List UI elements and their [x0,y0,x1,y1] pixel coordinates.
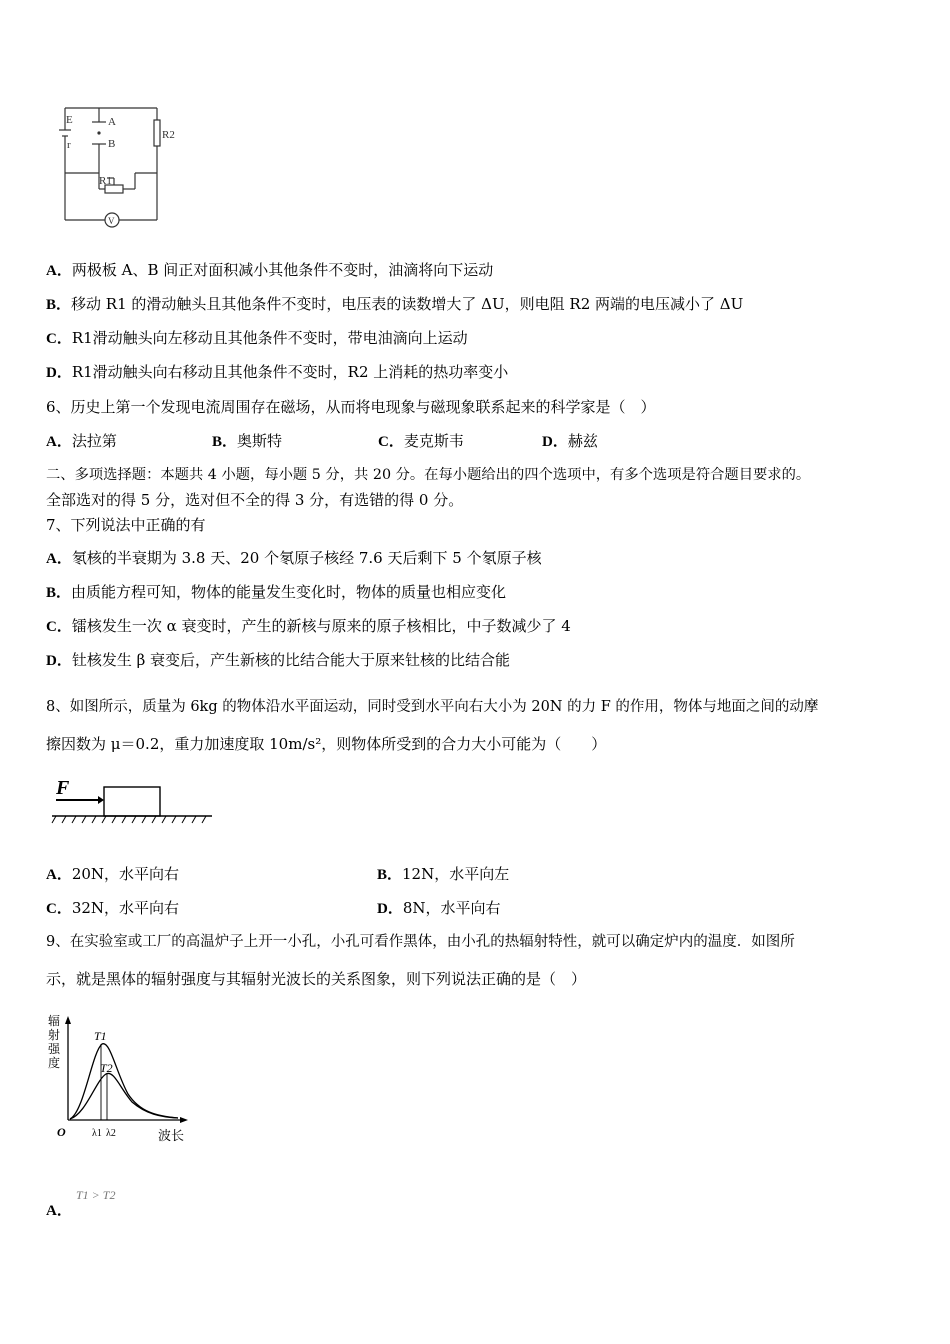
t1-label: T1 [94,1029,107,1043]
block [104,787,160,816]
arrow-icon [98,796,104,804]
option-text: 麦克斯韦 [403,432,464,450]
q9-option-a [46,1200,72,1221]
option-label: C． [46,901,72,917]
option-label: D． [542,434,568,450]
option-label: A． [46,434,72,450]
q8-option-a [46,864,179,885]
label-A: A [108,116,116,128]
option-label: B． [46,297,72,313]
q5-option-d [46,362,508,383]
ylabel-char-2: 射 [48,1028,61,1042]
q5-option-a [46,260,493,281]
origin-label: O [57,1125,66,1139]
option-text: 12N，水平向左 [402,865,510,883]
ylabel-char-3: 强 [48,1042,61,1056]
option-label: C． [46,331,72,347]
q6-option-b [212,431,282,452]
lambda2-label: λ2 [106,1128,116,1139]
q6-option-d [542,431,598,452]
option-label: B． [377,867,403,883]
option-text: 移动 R1 的滑动触头且其他条件不变时，电压表的读数增大了 ΔU，则电阻 R2 两端的电压减小了 ΔU [71,295,744,313]
force-label: F [56,777,70,799]
option-text: R1滑动触头向左移动且其他条件不变时，带电油滴向上运动 [71,329,468,347]
t2-label: T2 [100,1061,113,1075]
q5-option-c [46,328,468,349]
label-R2: R2 [162,129,175,141]
option-label: D． [46,653,72,669]
option-label: C． [46,619,72,635]
option-label: A． [46,1203,72,1219]
q8-stem-line1: 8、如图所示，质量为 6kg 的物体沿水平面运动，同时受到水平向右大小为 20N 的力 F 的作用，物体与地面之间的动摩 [46,699,819,715]
q8-option-d [377,898,501,919]
option-label: A． [46,551,72,567]
force-diagram [50,774,220,829]
option-text: 由质能方程可知，物体的能量发生变化时，物体的质量也相应变化 [71,583,507,601]
section2-line2: 全部选对的得 5 分，选对但不全的得 3 分，有选错的得 0 分。 [46,491,464,509]
q9-option-a-formula: T1 > T2 [76,1188,116,1202]
option-text: 两极板 A、B 间正对面积减小其他条件不变时，油滴将向下运动 [71,261,494,279]
option-label: A． [46,263,72,279]
q7-option-a [46,548,542,569]
ylabel-char-1: 辐 [48,1014,61,1028]
q6-option-c [378,431,464,452]
lambda1-label: λ1 [92,1128,102,1139]
option-label: B． [212,434,238,450]
xlabel: 波长 [158,1128,185,1143]
label-r: r [67,139,71,151]
q9-stem-line1: 9、在实验室或工厂的高温炉子上开一小孔，小孔可看作黑体，由小孔的热辐射特性，就可以确定炉内的温度．如图所 [46,934,795,950]
label-E: E [66,114,73,126]
section2-line1: 二、多项选择题：本题共 4 小题，每小题 5 分，共 20 分。在每小题给出的四个选项中，有多个选项是符合题目要求的。 [46,467,811,483]
option-label: D． [377,901,403,917]
label-V: V [108,216,115,226]
ylabel-char-4: 度 [48,1056,61,1070]
oil-drop [97,131,100,134]
option-text: 法拉第 [71,432,117,450]
option-label: A． [46,867,72,883]
q7-stem: 7、下列说法中正确的有 [46,516,206,534]
q9-stem-line2: 示，就是黑体的辐射强度与其辐射光波长的关系图象，则下列说法正确的是（ ） [46,970,587,988]
blackbody-graph [44,1012,194,1147]
q8-stem-line2: 擦因数为 μ＝0.2，重力加速度取 10m/s²，则物体所受到的合力大小可能为（ ） [46,735,607,753]
q7-option-c [46,616,571,637]
curve-t1 [70,1044,178,1119]
option-text: 镭核发生一次 α 衰变时，产生的新核与原来的原子核相比，中子数减少了 4 [71,617,571,635]
q8-option-c [46,898,179,919]
option-text: 8N，水平向右 [402,899,501,917]
option-text: R1滑动触头向右移动且其他条件不变时，R2 上消耗的热功率变小 [71,363,509,381]
q8-option-b [377,864,509,885]
curve-t2 [70,1073,178,1119]
option-text: 赫兹 [567,432,598,450]
option-label: D． [46,365,72,381]
option-label: C． [378,434,404,450]
option-text: 32N，水平向右 [71,899,180,917]
option-text: 奥斯特 [237,432,283,450]
q7-option-b [46,582,506,603]
label-B: B [108,138,116,150]
option-text: 氡核的半衰期为 3.8 天、20 个氡原子核经 7.6 天后剩下 5 个氡原子核 [71,549,542,567]
q6-stem: 6、历史上第一个发现电流周围存在磁场，从而将电现象与磁现象联系起来的科学家是（ ） [46,398,656,416]
circuit-diagram [55,100,185,235]
q5-option-b [46,294,743,315]
option-text: 20N，水平向右 [71,865,180,883]
label-R1: R1 [99,175,112,187]
q6-option-a [46,431,117,452]
option-text: 钍核发生 β 衰变后，产生新核的比结合能大于原来钍核的比结合能 [71,651,511,669]
option-label: B． [46,585,72,601]
q7-option-d [46,650,510,671]
